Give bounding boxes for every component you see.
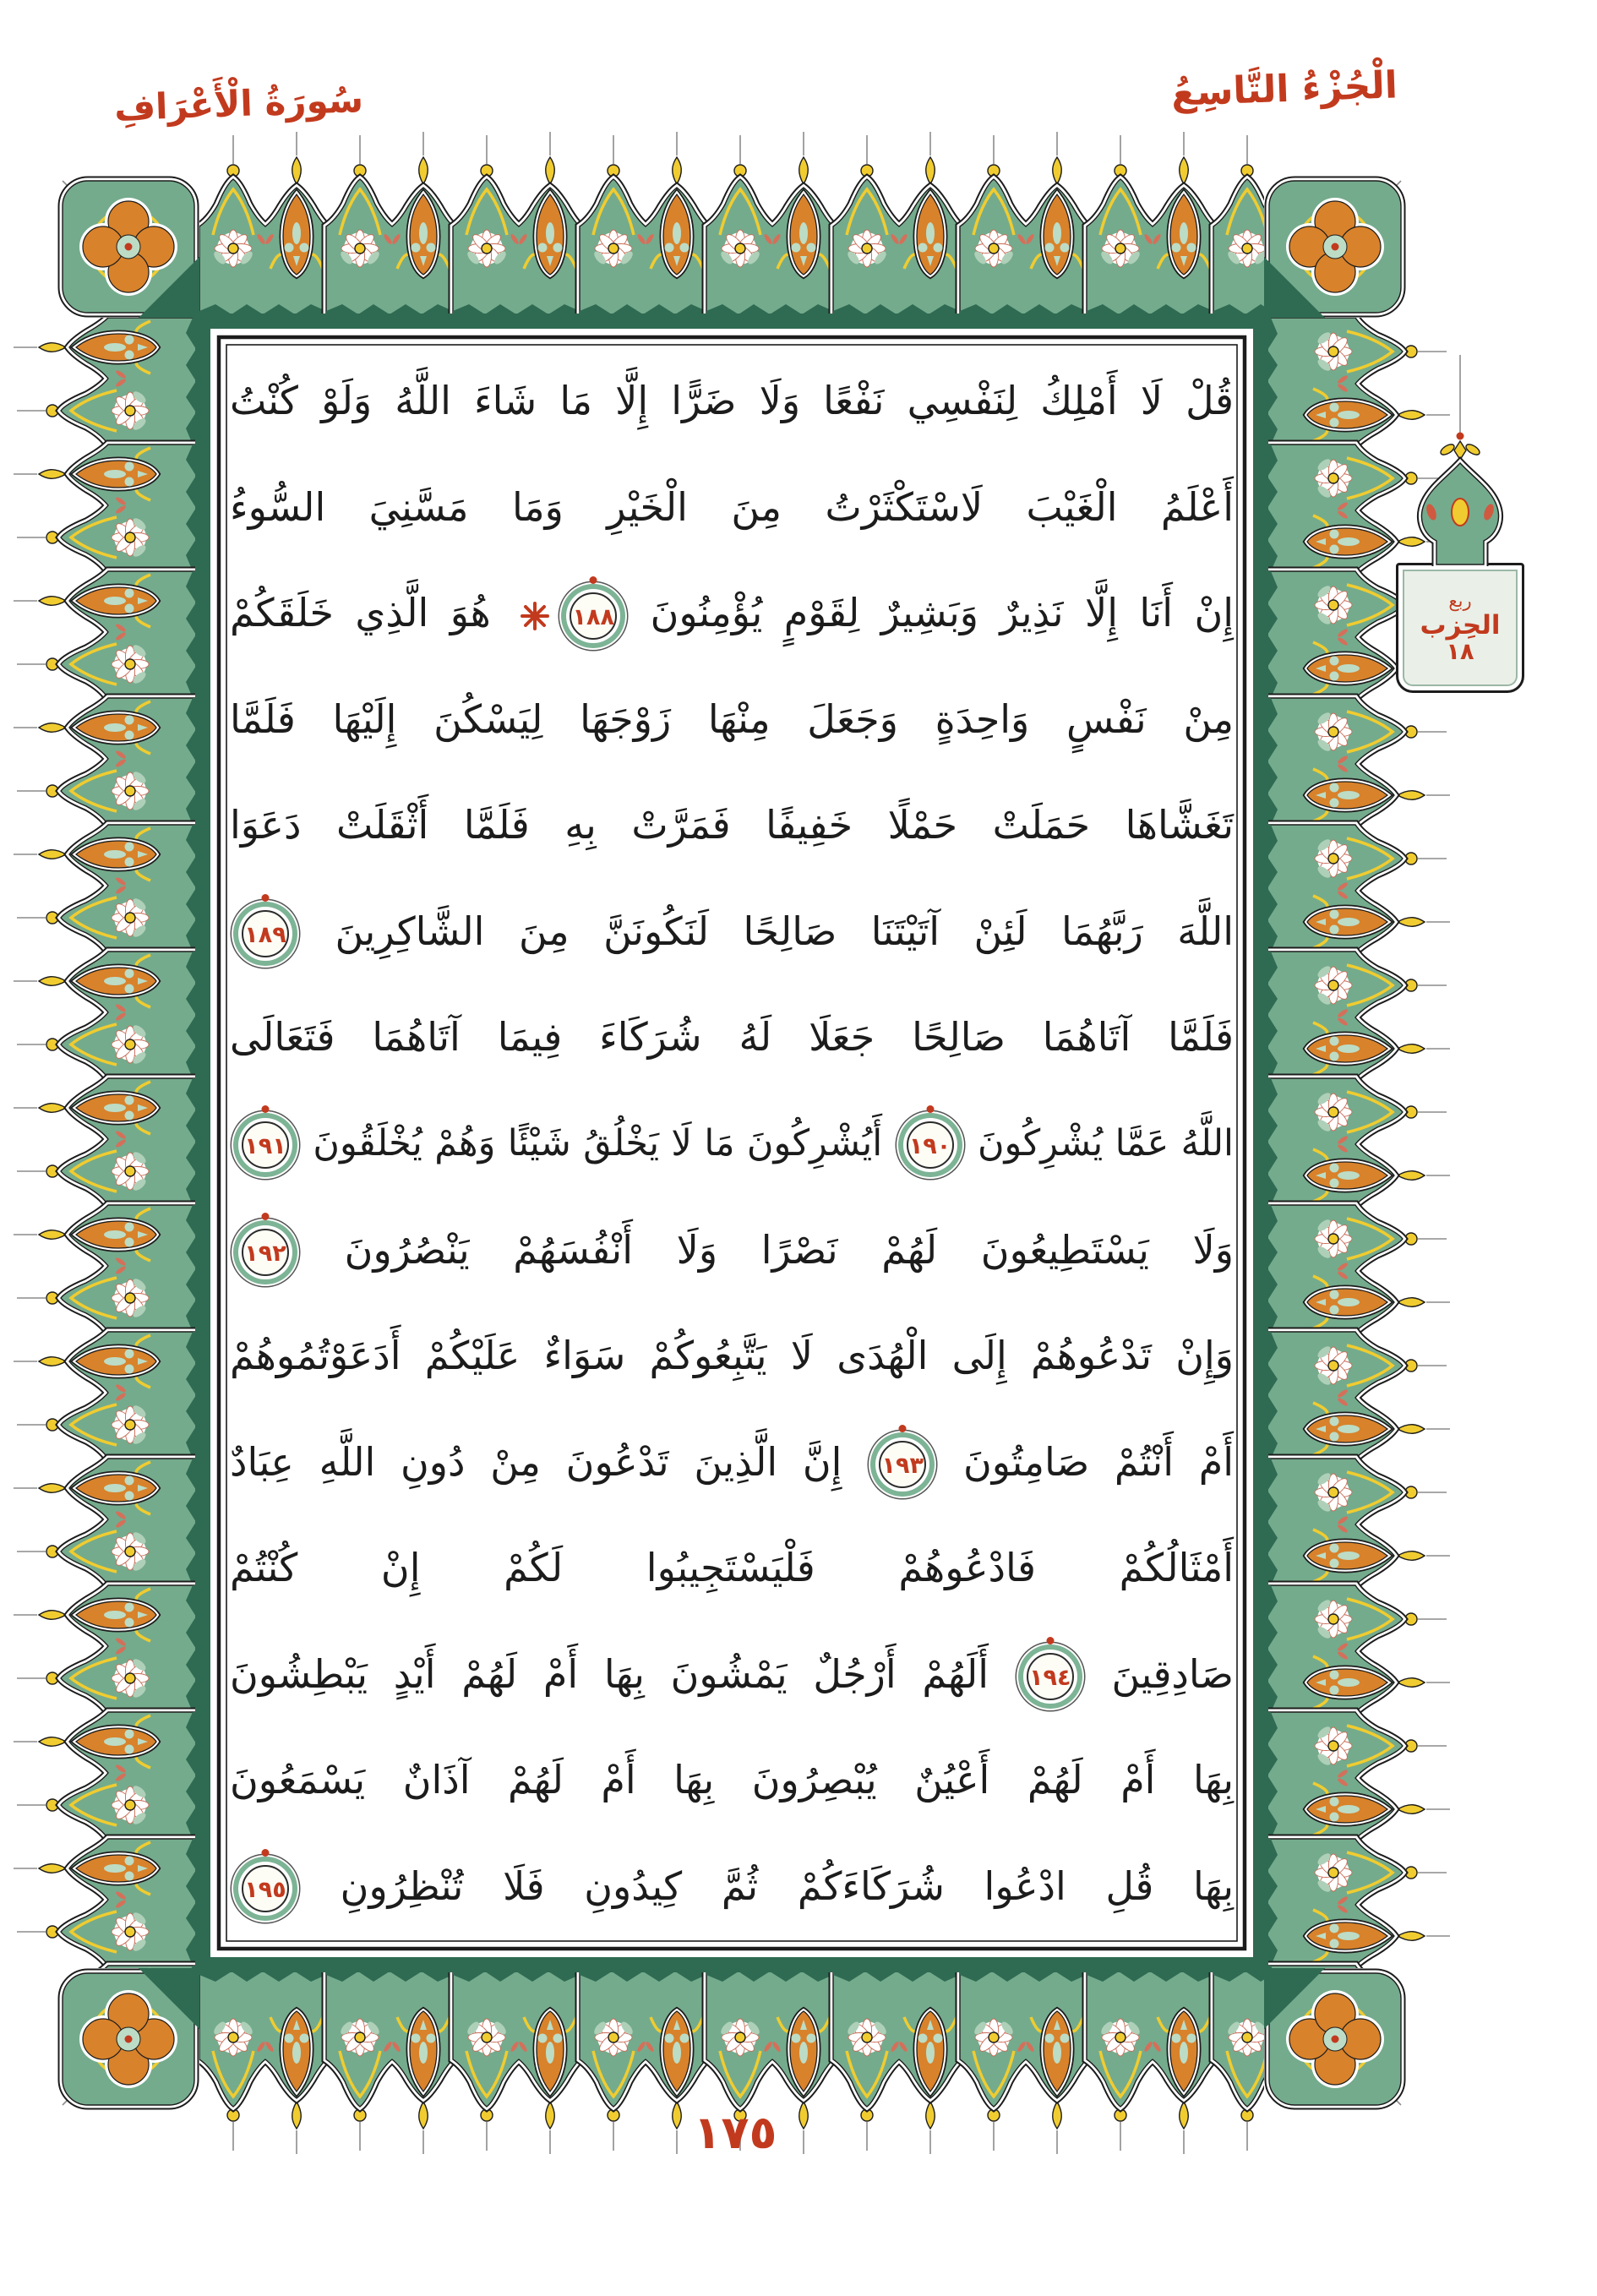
hizb-marker-dome-icon (1396, 355, 1524, 566)
quran-line: تَغَشَّاهَا حَمَلَتْ حَمْلًا خَفِيفًا فَمَرَّتْ بِهِ فَلَمَّا أَثْقَلَتْ دَعَوَا (230, 802, 1234, 848)
verse-number: ١٩٢ (244, 1241, 286, 1267)
page-number: ١٧٥ (693, 2106, 777, 2159)
verse-number: ١٨٩ (244, 922, 286, 949)
quran-line: فَلَمَّا آتَاهُمَا صَالِحًا جَعَلَا لَهُ شُرَكَاءَ فِيمَا آتَاهُمَا فَتَعَالَى (230, 1014, 1234, 1061)
juz-title: الْجُزْءُ التَّاسِعُ (1170, 63, 1398, 115)
verse-number-badge (1027, 1653, 1074, 1700)
verse-number: ١٩١ (244, 1133, 286, 1160)
hizb-quarter-word: ربع (1448, 590, 1472, 611)
verse-number-badge (570, 592, 617, 640)
verse-number-badge (879, 1441, 926, 1488)
hizb-word: الحِزب (1420, 609, 1501, 641)
quran-line: بِهَا قُلِ ادْعُوا شُرَكَاءَكُمْ ثُمَّ كِيدُونِ فَلَا تُنْظِرُونِ ١٩٥ (230, 1835, 1234, 1938)
surah-title: سُورَةُ الْأَعْرَافِ (113, 78, 364, 129)
quran-line: بِهَا أَمْ لَهُمْ أَعْيُنٌ يُبْصِرُونَ بِهَا أَمْ لَهُمْ آذَانٌ يَسْمَعُونَ (230, 1757, 1234, 1803)
verse-number-badge (907, 1121, 954, 1169)
quran-text-area (230, 349, 1234, 1938)
verse-number: ١٨٨ (572, 603, 614, 630)
verse-number-badge (242, 1121, 289, 1169)
quran-line: اللَّهُ عَمَّا يُشْرِكُونَ ١٩٠ أَيُشْرِكُونَ مَا لَا يَخْلُقُ شَيْئًا وَهُمْ يُخْلَقُونَ ١٩١ (230, 1092, 1234, 1195)
quran-line: وَإِنْ تَدْعُوهُمْ إِلَى الْهُدَى لَا يَتَّبِعُوكُمْ سَوَاءٌ عَلَيْكُمْ أَدَعَوْتُمُوهُمْ (230, 1333, 1234, 1379)
quran-line: إِنْ أَنَا إِلَّا نَذِيرٌ وَبَشِيرٌ لِقَوْمٍ يُؤْمِنُونَ ١٨٨ هُوَ الَّذِي خَلَقَكُمْ (230, 561, 1234, 664)
verse-number: ١٩٠ (908, 1133, 951, 1160)
quran-line: أَعْلَمُ الْغَيْبَ لَاسْتَكْثَرْتُ مِنَ الْخَيْرِ وَمَا مَسَّنِيَ السُّوءُ (230, 483, 1234, 530)
verse-number: ١٩٤ (1029, 1665, 1071, 1692)
verse-number-badge (242, 1865, 289, 1912)
quran-line: أَمْ أَنْتُمْ صَامِتُونَ ١٩٣ إِنَّ الَّذِينَ تَدْعُونَ مِنْ دُونِ اللَّهِ عِبَادٌ (230, 1410, 1234, 1513)
hizb-number: ١٨ (1446, 638, 1474, 665)
quran-line: قُلْ لَا أَمْلِكُ لِنَفْسِي نَفْعًا وَلَا ضَرًّا إِلَّا مَا شَاءَ اللَّهُ وَلَوْ كُنْتُ (230, 378, 1234, 423)
quran-line: اللَّهَ رَبَّهُمَا لَئِنْ آتَيْتَنَا صَالِحًا لَنَكُونَنَّ مِنَ الشَّاكِرِينَ ١٨٩ (230, 880, 1234, 983)
rub-el-hizb-icon (519, 600, 551, 632)
quran-line: أَمْثَالُكُمْ فَادْعُوهُمْ فَلْيَسْتَجِيبُوا لَكُمْ إِنْ كُنْتُمْ (230, 1545, 1234, 1591)
hizb-marker-label (1396, 563, 1524, 693)
verse-number-badge (242, 910, 289, 957)
verse-number: ١٩٣ (881, 1453, 924, 1480)
verse-number-badge (242, 1229, 289, 1276)
hizb-quarter-marker (1396, 355, 1524, 693)
verse-number: ١٩٥ (244, 1877, 286, 1904)
quran-line: وَلَا يَسْتَطِيعُونَ لَهُمْ نَصْرًا وَلَا أَنْفُسَهُمْ يَنْصُرُونَ ١٩٢ (230, 1198, 1234, 1301)
quran-line: مِنْ نَفْسٍ وَاحِدَةٍ وَجَعَلَ مِنْهَا زَوْجَهَا لِيَسْكُنَ إِلَيْهَا فَلَمَّا (230, 695, 1234, 742)
quran-line: صَادِقِينَ ١٩٤ أَلَهُمْ أَرْجُلٌ يَمْشُونَ بِهَا أَمْ لَهُمْ أَيْدٍ يَبْطِشُونَ (230, 1622, 1234, 1726)
